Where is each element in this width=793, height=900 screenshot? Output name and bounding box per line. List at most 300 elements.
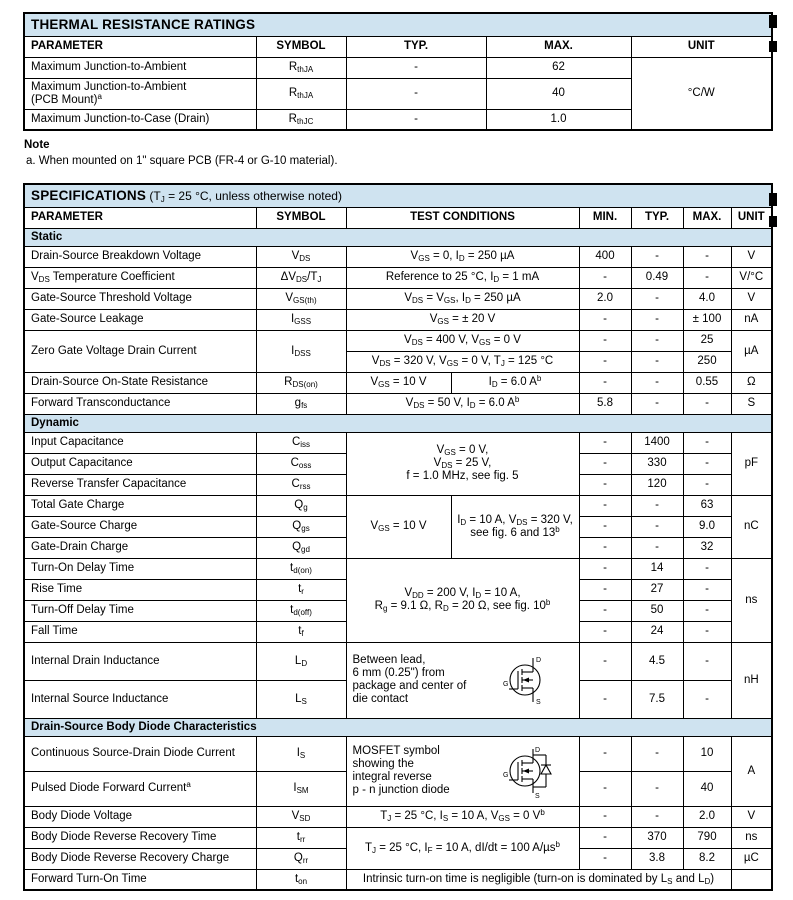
- cell: [631, 267, 683, 288]
- cell-text: 2.0: [597, 292, 613, 304]
- cell: [346, 432, 579, 495]
- cell: [631, 558, 683, 579]
- cell: [346, 57, 486, 78]
- cell-text: $V_{DD} = 200$ V, $I_D = 10$ A, $R_g = 9.1$ Ω, $R_D = 20$ Ω, see fig. 10$^b$: [374, 587, 551, 613]
- table-row: [24, 432, 772, 453]
- cell-text: S: [747, 397, 756, 409]
- cell: [631, 393, 683, 414]
- cell: [683, 309, 731, 330]
- table-row: [24, 642, 772, 680]
- cell-text: -: [705, 457, 709, 469]
- cell-text: 32: [700, 541, 714, 553]
- cell-text: 370: [647, 831, 667, 843]
- cell: [346, 642, 579, 718]
- column-header: [486, 36, 631, 57]
- cell-text: Reverse Transfer Capacitance: [31, 478, 187, 490]
- table-row: [24, 330, 772, 351]
- table-row: [24, 736, 772, 771]
- cell: [579, 806, 631, 827]
- cell: [24, 78, 256, 109]
- cell: [24, 393, 256, 414]
- cell: [24, 558, 256, 579]
- cell: [256, 558, 346, 579]
- cell-text: -: [655, 313, 659, 325]
- cell: [731, 495, 772, 558]
- cell: [631, 806, 683, 827]
- svg-text:D: D: [534, 747, 540, 754]
- cell: [256, 537, 346, 558]
- cell: [346, 309, 579, 330]
- cell-text: -: [414, 112, 418, 125]
- cell-text: 330: [647, 457, 667, 469]
- cell-text: Body Diode Reverse Recovery Time: [31, 831, 217, 843]
- cell-text: Total Gate Charge: [31, 499, 125, 511]
- cell-text: -: [603, 852, 607, 864]
- cell: [256, 516, 346, 537]
- print-artifact: [769, 193, 777, 206]
- cell: [451, 495, 579, 558]
- cell-text: Maximum Junction-to-Case (Drain): [31, 112, 210, 125]
- cell-text: -: [705, 562, 709, 574]
- cell: [256, 246, 346, 267]
- cell-text: $t_{on}$: [294, 872, 308, 886]
- cell: [24, 453, 256, 474]
- cell-text: $V_{DS} = 50$ V, $I_D = 6.0$ $A^b$: [405, 395, 520, 410]
- cell-text: $V_{GS}$ = ± 20 V: [429, 313, 496, 326]
- cell-text: $V_{DS}$: [291, 250, 311, 263]
- print-artifact: [769, 216, 777, 227]
- cell: [683, 827, 731, 848]
- cell-text: $t_f$: [298, 625, 304, 638]
- cell-text: PARAMETER: [31, 211, 103, 223]
- cell: [683, 537, 731, 558]
- cell-text: Body Diode Reverse Recovery Charge: [31, 852, 230, 864]
- column-header: [731, 207, 772, 228]
- cell: [256, 621, 346, 642]
- cell-text: MAX.: [692, 211, 722, 223]
- cell: [731, 372, 772, 393]
- cell: [346, 330, 579, 351]
- cell: [731, 848, 772, 869]
- cell-text: Rise Time: [31, 583, 83, 595]
- cell: [24, 288, 256, 309]
- cell-text: $I_D = 6.0$ $A^b$: [488, 374, 542, 389]
- cell: [631, 330, 683, 351]
- cell: [346, 736, 579, 806]
- cell: [683, 453, 731, 474]
- cell-text: Output Capacitance: [31, 457, 133, 469]
- note-item: a. When mounted on 1" square PCB (FR-4 or G-10 material).: [26, 155, 338, 167]
- cell-text: -: [603, 810, 607, 822]
- column-header: [683, 207, 731, 228]
- column-header: [346, 36, 486, 57]
- cell: [579, 432, 631, 453]
- cell-text: Body Diode Voltage: [31, 810, 133, 822]
- cell: [631, 372, 683, 393]
- cell: [24, 372, 256, 393]
- cell-text: Forward Transconductance: [31, 397, 171, 409]
- cell-text: -: [655, 499, 659, 511]
- cell-text: -: [603, 625, 607, 637]
- cell: [731, 330, 772, 372]
- cell: [256, 600, 346, 621]
- cell: [24, 621, 256, 642]
- cell: [731, 827, 772, 848]
- cell: [683, 558, 731, 579]
- cell: [631, 453, 683, 474]
- cell: [631, 771, 683, 806]
- page-content: [23, 12, 771, 891]
- cell-text: µC: [743, 852, 759, 864]
- cell: [579, 537, 631, 558]
- cell-text: -: [603, 499, 607, 511]
- table-title-row: [24, 184, 772, 207]
- cell: [579, 288, 631, 309]
- column-header: [24, 36, 256, 57]
- cell-text: $R_{thJC}$: [288, 112, 314, 126]
- cell-text: -: [705, 436, 709, 448]
- svg-text:S: S: [535, 699, 541, 706]
- cell: [631, 516, 683, 537]
- cell: [579, 600, 631, 621]
- cell: [631, 600, 683, 621]
- cell-text: -: [603, 782, 607, 794]
- cell: [683, 680, 731, 718]
- section-header-row: [24, 718, 772, 736]
- cell: [683, 246, 731, 267]
- section-header-row: [24, 414, 772, 432]
- cell-text: -: [603, 313, 607, 325]
- cell-text: -: [655, 747, 659, 759]
- table-row: [24, 806, 772, 827]
- cell-text: Forward Turn-On Time: [31, 872, 147, 885]
- cell-text: MAX.: [544, 40, 573, 52]
- cell: [631, 642, 683, 680]
- cell-text: Fall Time: [31, 625, 78, 637]
- cell-text: Dynamic: [31, 416, 79, 429]
- cell-text: 27: [650, 583, 664, 595]
- cell: [24, 495, 256, 516]
- cell-text: Static: [31, 230, 63, 243]
- cell: [346, 351, 579, 372]
- cell-text: $V_{DS} = 400$ V, $V_{GS} = 0$ V: [404, 334, 521, 347]
- cell-text: SYMBOL: [276, 40, 326, 52]
- cell: [731, 869, 772, 890]
- cell-text: ns: [745, 593, 758, 606]
- cell-text: -: [603, 457, 607, 469]
- cell-text: SPECIFICATIONS ($T_J = 25$ °C, unless otherwise noted): [31, 187, 342, 204]
- cell: [256, 288, 346, 309]
- cell-text: -: [655, 292, 659, 304]
- cell: [256, 78, 346, 109]
- cell-text: -: [655, 782, 659, 794]
- cell-text: -: [603, 831, 607, 843]
- table-row: [24, 372, 772, 393]
- cell: [683, 495, 731, 516]
- column-header: [256, 36, 346, 57]
- cell-text: $C_{oss}$: [290, 457, 312, 470]
- cell-text: TEST CONDITIONS: [410, 211, 515, 223]
- cell: [256, 680, 346, 718]
- cell: [631, 680, 683, 718]
- cell-text: Pulsed Diode Forward Current$^a$: [31, 780, 191, 794]
- svg-text:G: G: [502, 772, 508, 779]
- cell: [346, 558, 579, 642]
- cell: [256, 432, 346, 453]
- cell-text: $R_{thJA}$: [288, 61, 314, 74]
- cell: [731, 309, 772, 330]
- cell-text: -: [705, 604, 709, 616]
- cell-text: -: [603, 478, 607, 490]
- cell: [346, 393, 579, 414]
- cell: [683, 806, 731, 827]
- cell: [256, 109, 346, 130]
- svg-text:S: S: [534, 793, 540, 799]
- cell-text: Input Capacitance: [31, 436, 124, 448]
- cell: [683, 642, 731, 680]
- cell: [579, 393, 631, 414]
- cell: [631, 848, 683, 869]
- cell: [579, 516, 631, 537]
- cell: [346, 495, 451, 558]
- cell-text: Drain-Source On-State Resistance: [31, 376, 209, 388]
- cell: [256, 393, 346, 414]
- cell: [24, 827, 256, 848]
- cell-text: 2.0: [699, 810, 715, 822]
- cell-text: µA: [744, 344, 759, 357]
- column-header: [631, 36, 772, 57]
- cell-text: $V_{GS} = 10$ V: [370, 520, 427, 533]
- cell: [579, 246, 631, 267]
- cell-text: -: [603, 520, 607, 532]
- cell: [683, 372, 731, 393]
- cell-text: TYP.: [403, 40, 429, 52]
- cell-text: Turn-Off Delay Time: [31, 604, 134, 616]
- cell-text: $V_{GS} = 0$ V, $V_{DS} = 25$ V, f = 1.0 MHz, see fig. 5: [406, 444, 519, 482]
- cell: [256, 806, 346, 827]
- cell-text: 40: [700, 782, 714, 794]
- table-row: [24, 827, 772, 848]
- cell-text: $V_{GS(th)}$: [285, 292, 317, 305]
- cell: [579, 736, 631, 771]
- cell-text: $I_{SM}$: [293, 782, 309, 795]
- cell-text: -: [705, 654, 709, 667]
- cell: [486, 109, 631, 130]
- column-header: [631, 207, 683, 228]
- cell-text: 3.8: [649, 852, 665, 864]
- cell: [579, 848, 631, 869]
- cell-text: $t_{d(off)}$: [290, 604, 312, 617]
- section-header: [24, 228, 772, 246]
- cell: [579, 579, 631, 600]
- cell: [346, 78, 486, 109]
- cell: [346, 288, 579, 309]
- cell-text: $t_{d(on)}$: [290, 562, 312, 575]
- table-row: [24, 246, 772, 267]
- thermal-resistance-table: [23, 12, 773, 131]
- cell: [24, 474, 256, 495]
- cell-text: UNIT: [737, 211, 765, 223]
- cell-text: nC: [743, 520, 759, 532]
- cell-text: 0.49: [645, 271, 669, 283]
- cell-text: 63: [700, 499, 714, 511]
- cell-text: Ω: [746, 376, 756, 388]
- cell-text: $Q_g$: [294, 499, 308, 512]
- cell-text: -: [603, 747, 607, 759]
- mosfet-diode-icon: [501, 743, 555, 799]
- cell: [451, 372, 579, 393]
- cell-text: nA: [744, 313, 759, 325]
- cell-text: Drain-Source Body Diode Characteristics: [31, 720, 257, 733]
- table-row: [24, 267, 772, 288]
- cell: [24, 57, 256, 78]
- note-heading: Note: [24, 139, 50, 151]
- column-header: [346, 207, 579, 228]
- cell-text: 25: [700, 334, 714, 346]
- cell-text: $V_{DS} = 320$ V, $V_{GS} = 0$ V, $T_J = 125$ °C: [371, 355, 554, 368]
- cell-text: $I_S$: [296, 747, 306, 760]
- cell: [256, 57, 346, 78]
- cell-text: -: [603, 604, 607, 616]
- cell: [24, 771, 256, 806]
- specifications-table: [23, 183, 773, 891]
- cell: [683, 474, 731, 495]
- cell-text: Gate-Source Threshold Voltage: [31, 292, 192, 304]
- column-header: [24, 207, 256, 228]
- cell-text: V/°C: [739, 271, 764, 283]
- table-row: [24, 495, 772, 516]
- cell: [256, 453, 346, 474]
- cell: [579, 495, 631, 516]
- table-row: [24, 309, 772, 330]
- cell-text: $R_{thJA}$: [288, 87, 314, 100]
- cell-text: -: [603, 376, 607, 388]
- cell-text: $C_{iss}$: [291, 436, 311, 449]
- cell: [256, 642, 346, 680]
- cell-text: Gate-Source Leakage: [31, 313, 144, 325]
- cell-text: $L_D$: [294, 654, 308, 668]
- cell-text: -: [655, 334, 659, 346]
- cell: [731, 246, 772, 267]
- cell-text: $t_r$: [298, 583, 304, 596]
- cell-text: Internal Source Inductance: [31, 692, 169, 705]
- cell: [579, 453, 631, 474]
- mosfet-icon: [501, 652, 555, 708]
- cell: [346, 267, 579, 288]
- cell-text: -: [705, 250, 709, 262]
- cell-text: -: [414, 61, 418, 73]
- cell-text: Maximum Junction-to-Ambient (PCB Mount)$^a$: [31, 80, 187, 106]
- cell: [631, 736, 683, 771]
- cell-text: -: [603, 334, 607, 346]
- cell-text: -: [705, 625, 709, 637]
- cell: [579, 827, 631, 848]
- table-row: [24, 393, 772, 414]
- cell: [24, 736, 256, 771]
- cell: [579, 309, 631, 330]
- cell: [683, 330, 731, 351]
- cell: [24, 806, 256, 827]
- cell-text: $R_{DS(on)}$: [284, 376, 318, 389]
- cell-text: 14: [650, 562, 664, 574]
- table-row: [24, 869, 772, 890]
- cell: [256, 736, 346, 771]
- cell-text: $I_{DSS}$: [291, 344, 311, 358]
- cell-text: 10: [700, 747, 714, 759]
- cell: [631, 57, 772, 130]
- cell: [683, 736, 731, 771]
- cell-text: -: [705, 478, 709, 490]
- cell-text: 5.8: [597, 397, 613, 409]
- cell: [256, 267, 346, 288]
- cell-text: Continuous Source-Drain Diode Current: [31, 747, 235, 759]
- cell: [683, 771, 731, 806]
- cell-text: °C/W: [687, 86, 715, 99]
- cell: [731, 432, 772, 495]
- cell-text: -: [414, 87, 418, 99]
- cell-text: V: [747, 810, 756, 822]
- cell-text: Internal Drain Inductance: [31, 654, 160, 667]
- cell-text: Intrinsic turn-on time is negligible (turn-on is dominated by $L_S$ and $L_D$): [362, 872, 715, 886]
- cell: [346, 806, 579, 827]
- cell-text: 120: [647, 478, 667, 490]
- cell-text: 250: [697, 355, 717, 367]
- cell-text: Maximum Junction-to-Ambient: [31, 61, 187, 73]
- cell-text: -: [655, 376, 659, 388]
- column-header-row: [24, 36, 772, 57]
- section-header: [24, 718, 772, 736]
- cell: [256, 330, 346, 372]
- svg-text:D: D: [535, 657, 541, 664]
- cell-text: -: [603, 654, 607, 667]
- cell: [579, 771, 631, 806]
- cell-text: $Q_{gd}$: [292, 541, 310, 554]
- cell-text: $V_{DS}$ Temperature Coefficient: [31, 271, 175, 284]
- cell: [256, 372, 346, 393]
- cell-text: $T_J = 25$ °C, $I_F = 10$ A, dI/dt = 100 A/µs$^b$: [365, 839, 560, 855]
- cell-text: Gate-Drain Charge: [31, 541, 129, 553]
- cell: [24, 537, 256, 558]
- section-header-row: [24, 228, 772, 246]
- column-header: [256, 207, 346, 228]
- cell: [631, 495, 683, 516]
- cell: [631, 288, 683, 309]
- cell: [24, 869, 256, 890]
- cell-text: $V_{GS} = 10$ V: [370, 376, 427, 389]
- cell-text: $V_{SD}$: [291, 810, 311, 823]
- cell: [24, 267, 256, 288]
- cell: [683, 848, 731, 869]
- cell-text: -: [705, 397, 709, 409]
- svg-text:G: G: [502, 681, 508, 688]
- cell: [631, 474, 683, 495]
- cell-text: TYP.: [644, 211, 670, 223]
- cell-text: V: [747, 250, 756, 262]
- cell: [24, 246, 256, 267]
- cell: [486, 78, 631, 109]
- cell: [24, 309, 256, 330]
- cell-text: 24: [650, 625, 664, 637]
- cell-text: $\Delta V_{DS}/T_J$: [280, 271, 322, 284]
- cell: [579, 372, 631, 393]
- cell: [579, 558, 631, 579]
- cell: [24, 600, 256, 621]
- cell: [683, 621, 731, 642]
- cell: [683, 393, 731, 414]
- cell-text: 1.0: [550, 112, 567, 125]
- cell-text: PARAMETER: [31, 40, 103, 52]
- cell-text: $L_S$: [295, 692, 307, 706]
